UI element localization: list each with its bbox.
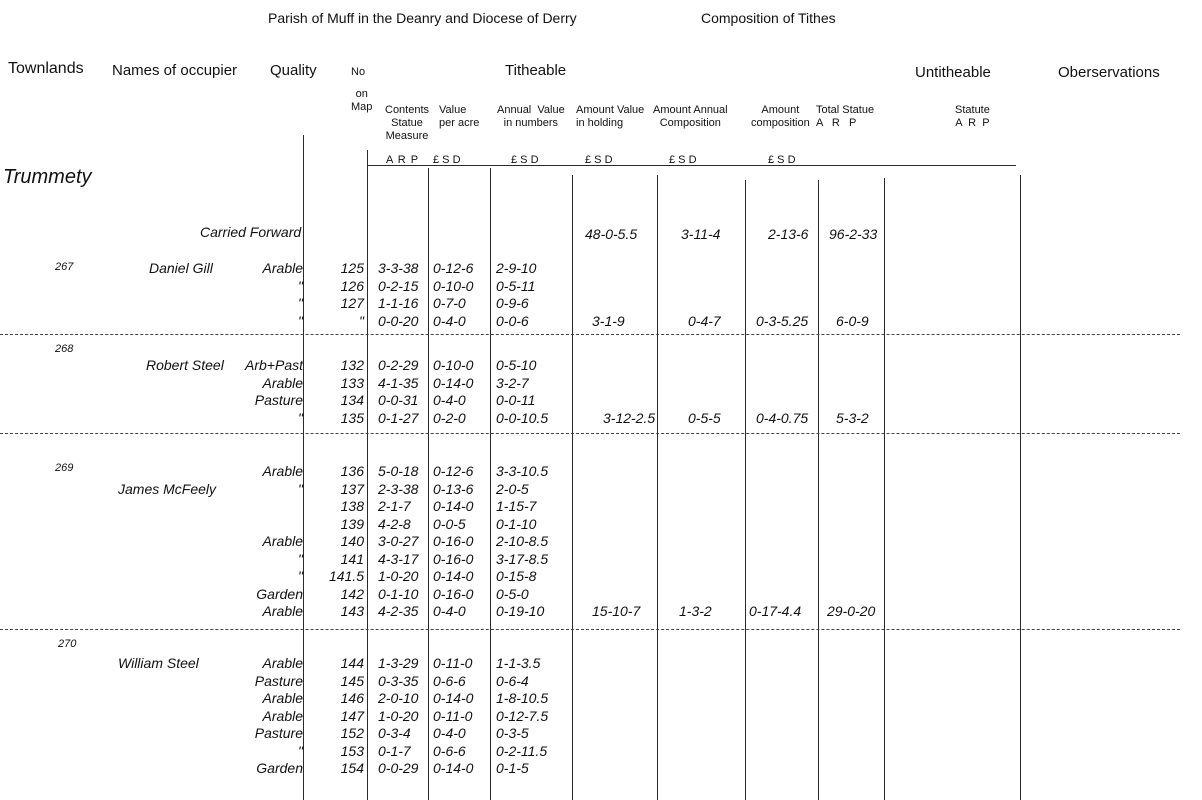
row-contents: 0-0-31 [378,392,419,408]
entry-number: 270 [58,638,77,650]
total-statue: 29-0-20 [827,603,876,619]
document-subtitle: Composition of Tithes [701,10,836,26]
col-quality: Quality [270,62,317,79]
divider-contents [428,168,429,800]
unit-esd-holding: £ S D [585,154,613,166]
row-annual-value: 0-0-10.5 [496,409,549,426]
row-quality: Pasture [254,725,303,741]
row-contents: 1-1-16 [378,295,419,311]
row-map-number: 154 [340,760,364,776]
carried-amount-annual: 3-11-4 [681,226,721,242]
row-contents: 4-1-35 [378,374,419,391]
row-annual-value: 2-9-10 [496,260,537,276]
row-map-number: 132 [340,357,364,373]
row-map-number: 147 [340,707,364,724]
row-contents: 0-1-10 [378,585,419,602]
occupier-name: Robert Steel [146,357,224,373]
row-annual-value: 0-12-7.5 [496,707,549,724]
col-untitheable: Untitheable [915,64,991,81]
col-observations: Oberservations [1058,64,1160,81]
row-map-number: 138 [340,498,364,514]
row-value-per-acre: 0-16-0 [433,585,474,602]
row-annual-value: 3-2-7 [496,374,529,391]
row-map-number: 146 [340,690,364,706]
total-statue: 5-3-2 [836,409,869,426]
row-contents: 4-2-8 [378,515,411,532]
row-quality: Arable [262,533,303,549]
row-annual-value: 0-5-0 [496,585,529,602]
carried-amount-value: 48-0-5.5 [585,226,638,242]
row-quality: " [298,409,303,426]
row-value-per-acre: 0-10-0 [433,357,474,373]
row-quality: " [298,312,303,329]
col-no: No [351,66,366,78]
total-amount-composition: 0-17-4.4 [749,603,802,619]
row-quality: Arable [262,374,303,391]
divider-amount-annual [745,180,746,800]
total-amount-annual: 0-5-5 [688,409,721,426]
col-statute: Statute A R P [955,104,990,129]
row-contents: 0-3-4 [378,725,411,741]
row-value-per-acre: 0-14-0 [433,374,474,391]
row-map-number: 140 [340,533,364,549]
row-value-per-acre: 0-12-6 [433,463,474,479]
row-value-per-acre: 0-11-0 [433,707,473,724]
row-map-number: 137 [340,480,364,497]
col-annual-value: Annual Value in numbers [497,104,565,129]
group-separator [0,629,1180,630]
group-separator [0,334,1180,335]
row-annual-value: 0-1-10 [496,515,537,532]
unit-esd-annual: £ S D [511,154,539,166]
row-value-per-acre: 0-7-0 [433,295,466,311]
row-value-per-acre: 0-2-0 [433,409,466,426]
row-map-number: " [359,312,364,329]
row-value-per-acre: 0-6-6 [433,672,466,689]
row-quality: Garden [256,585,303,602]
row-map-number: 143 [340,603,364,619]
row-quality: Arable [262,463,303,479]
row-annual-value: 0-3-5 [496,725,529,741]
divider-annual [572,175,573,800]
unit-esd-value: £ S D [433,154,461,166]
col-on-map: on Map [351,88,373,113]
row-annual-value: 0-0-6 [496,312,529,329]
row-map-number: 126 [340,277,364,294]
row-annual-value: 0-19-10 [496,603,545,619]
row-value-per-acre: 0-4-0 [433,392,466,408]
row-quality: " [298,295,303,311]
total-amount-value: 15-10-7 [592,603,641,619]
row-map-number: 152 [340,725,364,741]
row-contents: 2-0-10 [378,690,419,706]
row-value-per-acre: 0-14-0 [433,760,474,776]
row-quality: Arable [262,603,303,619]
col-occupier: Names of occupier [112,62,238,79]
row-annual-value: 0-1-5 [496,760,529,776]
divider-amount-comp [818,180,819,800]
occupier-name: Daniel Gill [149,260,213,276]
row-annual-value: 0-5-10 [496,357,537,373]
col-total-statue: Total Statue A R P [816,104,875,129]
row-quality: " [298,277,303,294]
col-contents: Contents Statue Measure [385,104,430,142]
row-map-number: 145 [340,672,364,689]
col-amount-value: Amount Value in holding [576,104,645,129]
row-quality: " [298,742,303,759]
row-quality: Arable [262,690,303,706]
row-quality: Arable [262,260,303,276]
row-quality: Arable [262,707,303,724]
row-value-per-acre: 0-14-0 [433,568,474,584]
row-contents: 0-1-27 [378,409,419,426]
townland-name: Trummety [3,166,92,188]
total-amount-annual: 0-4-7 [688,312,721,329]
carried-total: 96-2-33 [829,226,878,242]
unit-esd-composition: £ S D [669,154,697,166]
row-quality: Garden [256,760,303,776]
total-amount-composition: 0-3-5.25 [756,312,809,329]
row-contents: 4-3-17 [378,550,419,567]
row-map-number: 136 [340,463,364,479]
row-value-per-acre: 0-13-6 [433,480,474,497]
carried-forward-label: Carried Forward [200,224,302,240]
row-quality: Pasture [254,392,303,408]
divider-total [884,178,885,800]
document-title: Parish of Muff in the Deanry and Diocese of Derry [268,10,577,26]
row-contents: 5-0-18 [378,463,419,479]
row-quality: " [298,568,303,584]
row-contents: 0-0-29 [378,760,419,776]
row-map-number: 134 [340,392,364,408]
row-value-per-acre: 0-4-0 [433,312,466,329]
total-amount-value: 3-12-2.5 [603,409,656,426]
occupier-name: James McFeely [118,480,217,497]
divider-value [490,168,491,800]
row-annual-value: 1-1-3.5 [496,655,541,671]
row-contents: 0-2-15 [378,277,419,294]
total-statue: 6-0-9 [836,312,869,329]
row-contents: 3-0-27 [378,533,419,549]
row-map-number: 125 [340,260,364,276]
row-map-number: 127 [340,295,364,311]
row-contents: 1-0-20 [378,707,419,724]
unit-esd-amount: £ S D [768,154,796,166]
row-contents: 1-0-20 [378,568,419,584]
row-quality: Arable [262,655,303,671]
row-contents: 4-2-35 [378,603,419,619]
row-map-number: 144 [340,655,364,671]
row-value-per-acre: 0-16-0 [433,533,474,549]
row-annual-value: 0-15-8 [496,568,537,584]
row-value-per-acre: 0-0-5 [433,515,466,532]
row-map-number: 135 [340,409,364,426]
row-value-per-acre: 0-4-0 [433,725,466,741]
row-map-number: 133 [340,374,364,391]
row-annual-value: 1-15-7 [496,498,537,514]
row-contents: 3-3-38 [378,260,419,276]
col-amount-composition: Amount composition [751,104,810,129]
col-townlands: Townlands [8,60,84,77]
row-annual-value: 0-2-11.5 [496,742,548,759]
entry-number: 268 [55,343,74,355]
divider-map [367,150,368,800]
row-value-per-acre: 0-10-0 [433,277,474,294]
row-annual-value: 0-5-11 [496,277,536,294]
row-value-per-acre: 0-14-0 [433,690,474,706]
row-contents: 0-2-29 [378,357,419,373]
divider-amount-value [657,175,658,800]
row-contents: 0-3-35 [378,672,419,689]
row-map-number: 142 [340,585,364,602]
row-value-per-acre: 0-6-6 [433,742,466,759]
row-value-per-acre: 0-14-0 [433,498,474,514]
col-titheable: Titheable [505,62,567,79]
entry-number: 269 [55,462,74,474]
row-value-per-acre: 0-12-6 [433,260,474,276]
entry-number: 267 [55,261,74,273]
row-map-number: 139 [340,515,364,532]
row-map-number: 141 [340,550,364,567]
row-contents: 2-1-7 [378,498,411,514]
row-annual-value: 0-6-4 [496,672,529,689]
row-contents: 0-0-20 [378,312,419,329]
row-annual-value: 2-0-5 [496,480,529,497]
row-value-per-acre: 0-4-0 [433,603,466,619]
total-amount-composition: 0-4-0.75 [756,409,809,426]
row-map-number: 153 [340,742,364,759]
col-value-acre: Value per acre [439,104,480,129]
header-underline [368,165,1016,166]
row-quality: Pasture [254,672,303,689]
row-map-number: 141.5 [328,568,364,584]
row-annual-value: 3-17-8.5 [496,550,549,567]
total-amount-annual: 1-3-2 [679,603,712,619]
row-annual-value: 3-3-10.5 [496,463,549,479]
row-annual-value: 2-10-8.5 [496,533,549,549]
row-quality: Arb+Past [245,357,303,373]
row-contents: 1-3-29 [378,655,419,671]
col-amount-annual: Amount Annual Composition [653,104,728,129]
row-annual-value: 1-8-10.5 [496,690,549,706]
occupier-name: William Steel [118,655,199,671]
carried-amount-comp: 2-13-6 [768,226,809,242]
divider-quality [303,135,304,800]
divider-untitheable [1020,175,1021,800]
row-contents: 2-3-38 [378,480,419,497]
group-separator [0,433,1180,434]
row-value-per-acre: 0-11-0 [433,655,473,671]
row-contents: 0-1-7 [378,742,411,759]
unit-arp: A R P [386,154,420,166]
row-annual-value: 0-9-6 [496,295,529,311]
total-amount-value: 3-1-9 [592,312,625,329]
row-value-per-acre: 0-16-0 [433,550,474,567]
row-quality: " [298,480,303,497]
row-annual-value: 0-0-11 [496,392,536,408]
row-quality: " [298,550,303,567]
